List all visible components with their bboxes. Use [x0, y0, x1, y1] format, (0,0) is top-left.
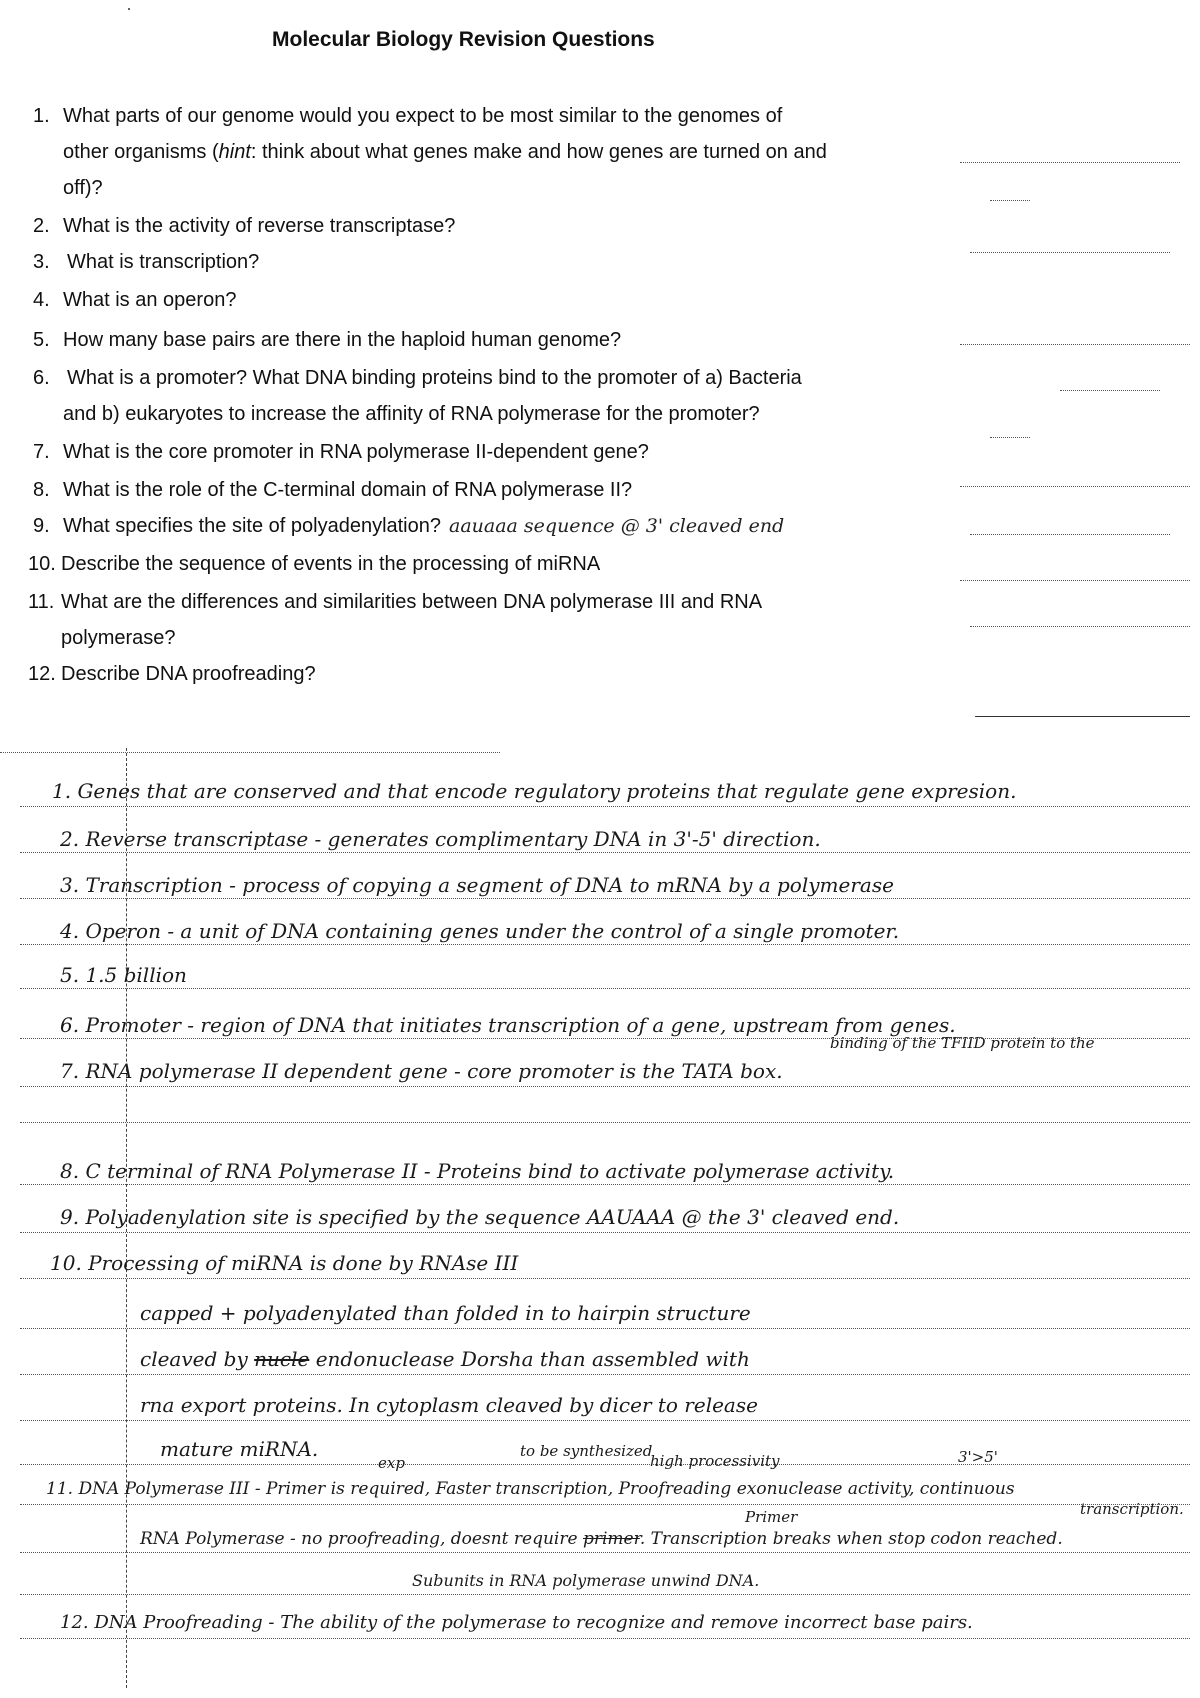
ruled-line — [20, 1038, 1190, 1039]
answer-3: 3. Transcription - process of copying a segment of DNA to mRNA by a polymerase — [60, 873, 894, 897]
question-text: Describe the sequence of events in the processing of miRNA — [61, 553, 601, 575]
ruled-line — [20, 898, 1190, 899]
ruled-line — [1060, 390, 1160, 391]
question-8 — [33, 478, 833, 502]
ruled-line — [20, 1232, 1190, 1233]
struck-word: nucle — [254, 1347, 310, 1371]
question-text: What are the differences and similarities between DNA polymerase III and RNA — [61, 591, 763, 613]
question-number: 9. — [33, 515, 50, 537]
ruled-line — [20, 1638, 1190, 1639]
hint-word: hint — [218, 141, 251, 163]
question-number: 11. — [28, 591, 55, 613]
ruled-line — [960, 486, 1190, 487]
ruled-line — [20, 1594, 1190, 1595]
answer-10-line5: mature miRNA. — [160, 1437, 319, 1461]
ruled-line — [20, 852, 1190, 853]
answer-9: 9. Polyadenylation site is specified by the sequence AAUAAA @ the 3' cleaved end. — [60, 1205, 900, 1229]
answer-10-line3: cleaved by nucle endonuclease Dorsha than assembled with — [140, 1347, 750, 1371]
ruled-line — [970, 534, 1170, 535]
page-title: Molecular Biology Revision Questions — [272, 28, 655, 51]
question-11 — [28, 590, 928, 650]
answer-6: 6. Promoter - region of DNA that initiates transcription of a gene, upstream from genes. — [60, 1013, 956, 1037]
question-number: 10. — [28, 553, 56, 575]
question-number: 2. — [33, 215, 50, 237]
ruled-line — [20, 944, 1190, 945]
answer-10-line4: rna export proteins. In cytoplasm cleaved by dicer to release — [140, 1393, 758, 1417]
question-number: 1. — [33, 105, 50, 127]
question-text: What is a promoter? What DNA binding proteins bind to the promoter of a) Bacteria — [67, 367, 802, 389]
answer-11-line3: Subunits in RNA polymerase unwind DNA. — [412, 1571, 760, 1590]
ruled-line — [20, 1420, 1190, 1421]
question-text-line2: and b) eukaryotes to increase the affinity of RNA polymerase for the promoter? — [63, 403, 760, 425]
question-text: What parts of our genome would you expect to be most similar to the genomes of — [63, 105, 783, 127]
answer-7-note: binding of the TFIID protein to the — [830, 1034, 1095, 1052]
question-text: What specifies the site of polyadenylation? aauaaa sequence @ 3' cleaved end — [63, 515, 785, 537]
answer-11-note-direction: 3'>5' — [958, 1448, 998, 1466]
ruled-line — [20, 1374, 1190, 1375]
question-1 — [33, 104, 873, 200]
question-5 — [33, 328, 793, 352]
answer-1: 1. Genes that are conserved and that encode regulatory proteins that regulate gene expresion. — [52, 779, 1017, 803]
answer-4: 4. Operon - a unit of DNA containing genes under the control of a single promoter. — [60, 919, 900, 943]
question-text-line2: polymerase? — [61, 627, 176, 649]
answer-11-line2: RNA Polymerase - no proofreading, doesnt require primer. Transcription breaks when stop codon reached. — [140, 1529, 1063, 1549]
answer-12: 12. DNA Proofreading - The ability of the polymerase to recognize and remove incorrect base pairs. — [60, 1612, 973, 1633]
ruled-line — [975, 716, 1190, 717]
question-text: What is transcription? — [67, 251, 260, 273]
scan-speck — [128, 8, 130, 10]
ruled-line — [960, 162, 1180, 163]
ruled-line — [960, 344, 1190, 345]
question-text: What is the activity of reverse transcriptase? — [63, 215, 456, 237]
ruled-line — [20, 1504, 1190, 1505]
question-12 — [28, 662, 528, 686]
ruled-line — [20, 1328, 1190, 1329]
answer-5: 5. 1.5 billion — [60, 963, 187, 987]
ruled-line — [990, 437, 1030, 438]
ruled-line — [0, 752, 500, 753]
ruled-line — [960, 580, 1190, 581]
question-7 — [33, 440, 833, 464]
question-number: 4. — [33, 289, 50, 311]
question-text: What is an operon? — [63, 289, 237, 311]
question-number: 7. — [33, 441, 50, 463]
answer-11-line1: 11. DNA Polymerase III - Primer is required, Faster transcription, Proofreading exonuclease activity, continuous — [46, 1479, 1015, 1499]
ruled-line — [20, 1552, 1190, 1553]
ruled-line — [970, 252, 1170, 253]
answer-10-line2: capped + polyadenylated than folded in to hairpin structure — [140, 1301, 751, 1325]
question-text: Describe DNA proofreading? — [61, 663, 316, 685]
answer-11-note-exp: exp — [378, 1454, 405, 1472]
answer-11-note-processivity: high processivity — [650, 1452, 780, 1470]
answer-7: 7. RNA polymerase II dependent gene - core promoter is the TATA box. — [60, 1059, 783, 1083]
answer-11-note-synth: to be synthesized — [520, 1442, 653, 1460]
answer-2: 2. Reverse transcriptase - generates complimentary DNA in 3'-5' direction. — [60, 827, 821, 851]
ruled-line — [970, 626, 1190, 627]
question-number: 5. — [33, 329, 50, 351]
ruled-line — [20, 1184, 1190, 1185]
question-10 — [28, 552, 828, 576]
question-text: What is the role of the C-terminal domain of RNA polymerase II? — [63, 479, 633, 501]
answer-11-note-primer: Primer — [745, 1508, 798, 1526]
answer-11-line1b: transcription. — [1080, 1500, 1184, 1518]
question-number: 8. — [33, 479, 50, 501]
question-6 — [33, 366, 933, 426]
question-4 — [33, 288, 733, 312]
answer-8: 8. C terminal of RNA Polymerase II - Proteins bind to activate polymerase activity. — [60, 1159, 895, 1183]
ruled-line — [20, 988, 1190, 989]
ruled-line — [990, 200, 1030, 201]
question-2 — [33, 214, 733, 238]
question-number: 12. — [28, 663, 56, 685]
ruled-line — [20, 1278, 1190, 1279]
question-text: How many base pairs are there in the haploid human genome? — [63, 329, 622, 351]
struck-word: primer — [582, 1529, 640, 1549]
question-9 — [33, 514, 933, 540]
ruled-line — [20, 1122, 1190, 1123]
handwritten-answer: aauaaa sequence @ 3' cleaved end — [449, 515, 785, 537]
question-text-line3: off)? — [63, 177, 103, 199]
ruled-line — [20, 806, 1190, 807]
ruled-line — [20, 1464, 1190, 1465]
question-text-line2: other organisms (hint: think about what genes make and how genes are turned on and — [63, 141, 827, 163]
question-number: 6. — [33, 367, 50, 389]
answer-10-line1: 10. Processing of miRNA is done by RNAse III — [50, 1251, 519, 1275]
question-text: What is the core promoter in RNA polymerase II-dependent gene? — [63, 441, 649, 463]
question-3 — [33, 250, 733, 274]
question-number: 3. — [33, 251, 50, 273]
ruled-line — [20, 1086, 1190, 1087]
